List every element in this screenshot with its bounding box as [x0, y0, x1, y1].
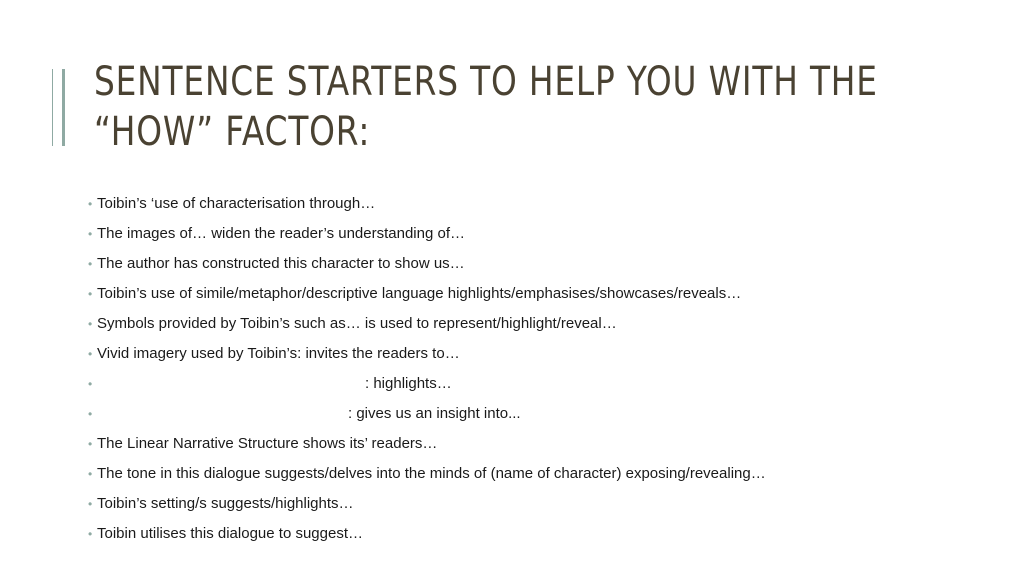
bullet-text: The Linear Narrative Structure shows its’ readers… [97, 435, 438, 452]
bullet-item [88, 249, 766, 279]
bullet-dot-icon: • [88, 287, 93, 301]
bullet-text: The author has constructed this character to show us… [97, 255, 465, 272]
bullet-dot-icon: • [88, 257, 93, 271]
bullet-item [88, 459, 766, 489]
bullet-text: The tone in this dialogue suggests/delves into the minds of (name of character) exposing/revealing… [97, 465, 766, 482]
bullet-item [88, 399, 766, 429]
bullet-item [88, 279, 766, 309]
bullet-dot-icon: • [88, 527, 93, 541]
bullet-item [88, 309, 766, 339]
bullet-dot-icon: • [88, 467, 93, 481]
bullet-text: Toibin utilises this dialogue to suggest… [97, 525, 363, 542]
bullet-text: : gives us an insight into... [348, 405, 521, 422]
bullet-text: Toibin’s setting/s suggests/highlights… [97, 495, 354, 512]
bullet-item [88, 369, 766, 399]
bullet-dot-icon: • [88, 227, 93, 241]
bullet-dot-icon: • [88, 497, 93, 511]
bullet-dot-icon: • [88, 437, 93, 451]
bullet-text: Symbols provided by Toibin’s such as… is used to represent/highlight/reveal… [97, 315, 617, 332]
bullet-item [88, 519, 766, 549]
bullet-dot-icon: • [88, 407, 93, 421]
bullet-dot-icon: • [88, 317, 93, 331]
title-line-1: SENTENCE STARTERS TO HELP YOU WITH THE [94, 59, 878, 105]
bullet-item [88, 219, 766, 249]
accent-bar-thin [52, 69, 53, 146]
bullet-text: The images of… widen the reader’s understanding of… [97, 225, 465, 242]
bullet-text: : highlights… [365, 375, 452, 392]
bullet-dot-icon: • [88, 377, 93, 391]
bullet-dot-icon: • [88, 197, 93, 211]
bullet-item [88, 339, 766, 369]
bullet-text: Vivid imagery used by Toibin’s: invites the readers to… [97, 345, 460, 362]
bullet-item [88, 429, 766, 459]
accent-bar-thick [62, 69, 65, 146]
bullet-dot-icon: • [88, 347, 93, 361]
title-line-2: “HOW” FACTOR: [94, 109, 371, 155]
bullet-list [88, 189, 766, 549]
slide-title [94, 57, 878, 157]
bullet-text: Toibin’s ‘use of characterisation through… [97, 195, 376, 212]
bullet-text: Toibin’s use of simile/metaphor/descriptive language highlights/emphasises/showcases/reveals… [97, 285, 742, 302]
bullet-item [88, 189, 766, 219]
bullet-item [88, 489, 766, 519]
